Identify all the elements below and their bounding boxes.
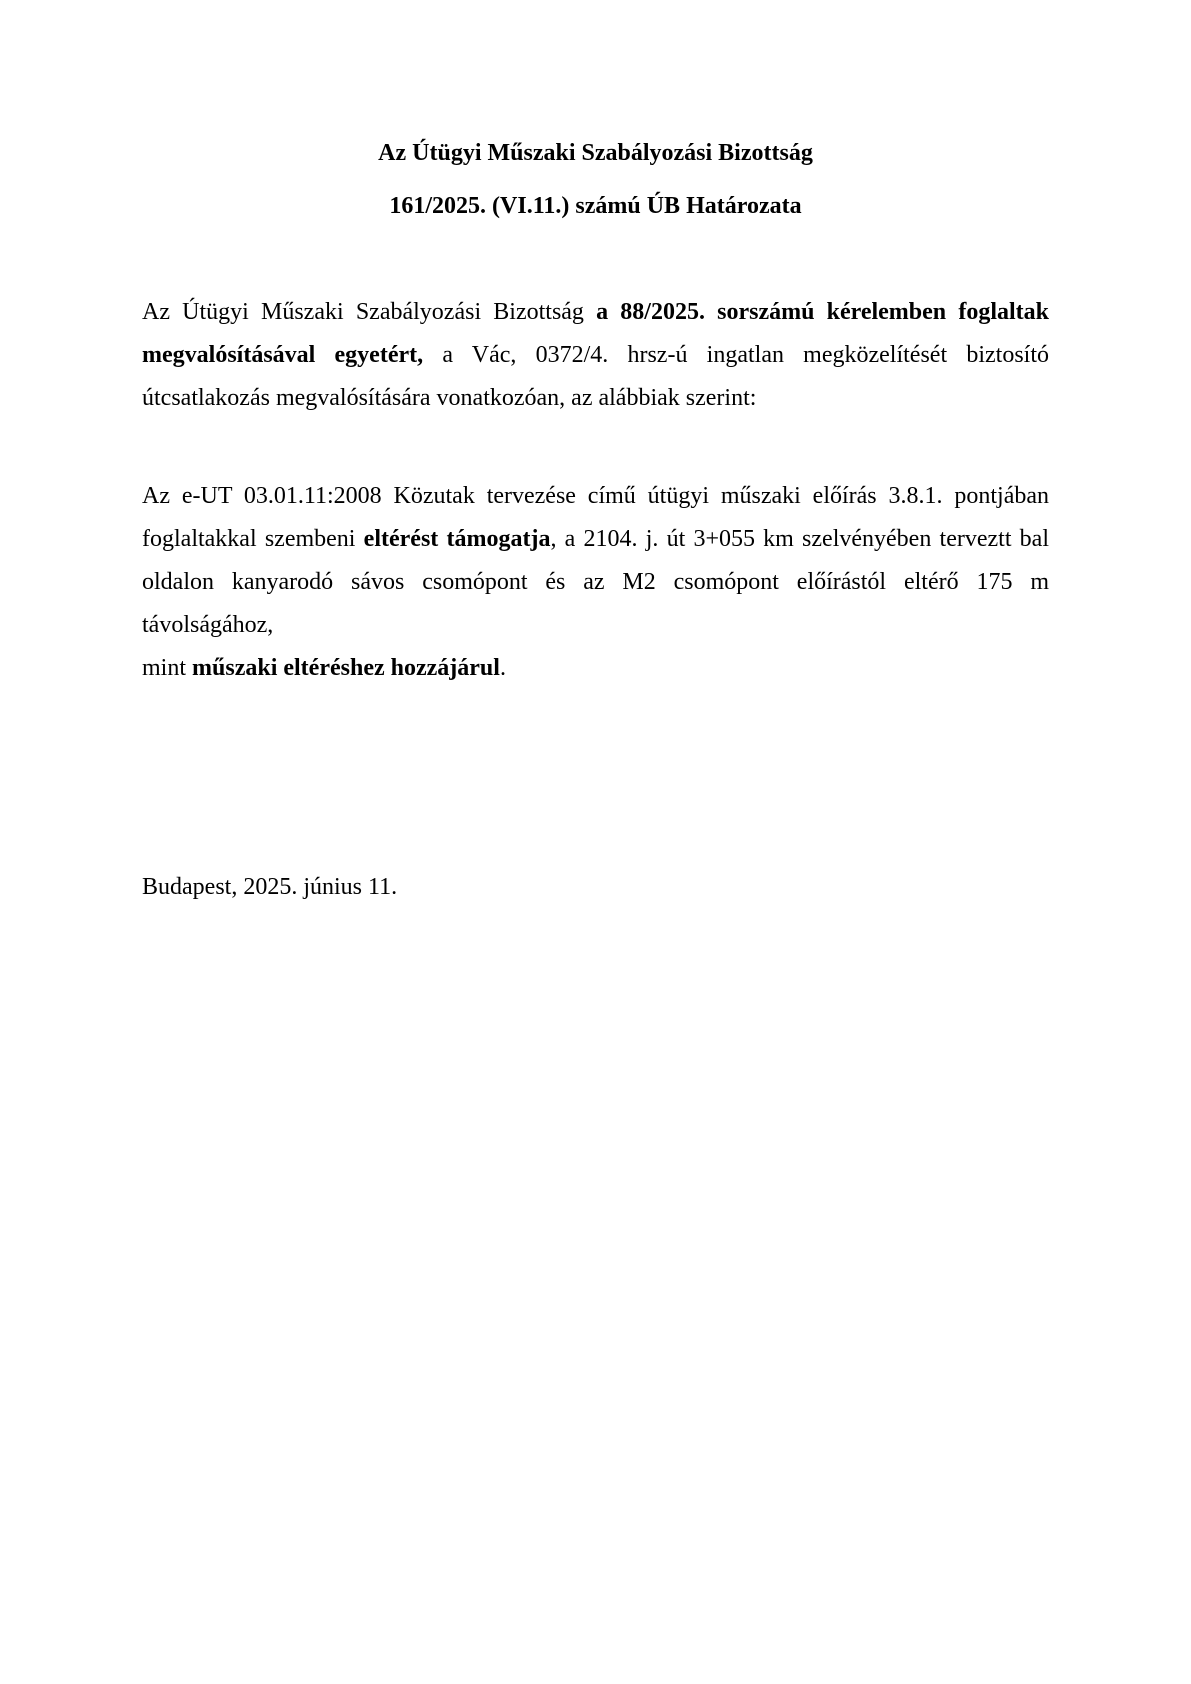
text-run: Az e-UT 03.01.11:2008 Közutak tervezése című útügyi műszaki előírás 3.8.1. pontjában [142,483,1049,509]
text-run: oldalon kanyarodó sávos csomópont és az M2 csomópont előírástól eltérő 175 m távolságához, [142,569,1049,638]
text-run: útcsatlakozás megvalósítására vonatkozóan, az alábbiak szerint: [142,385,757,411]
paragraph-resolution [142,291,1049,420]
text-run: foglaltakkal szembeni [142,526,364,552]
paragraph-line [142,334,1049,377]
bold-text-run: megvalósításával egyetért, [142,342,424,368]
paragraph-line [142,475,1049,518]
bold-text-run: a 88/2025. sorszámú kérelemben foglaltak [596,299,1049,325]
document-title-line1: Az Útügyi Műszaki Szabályozási Bizottság [378,140,813,166]
paragraph-line [142,291,1049,334]
text-run: , a 2104. j. út 3+055 km szelvényében terveztt bal [550,526,1050,552]
text-run: a Vác, 0372/4. hrsz-ú ingatlan megközelítését biztosító [423,342,1049,368]
paragraph-line [142,518,1049,561]
paragraph-line [142,561,1049,647]
bold-text-run: műszaki eltéréshez hozzájárul [192,655,500,681]
text-run: Az Útügyi Műszaki Szabályozási Bizottság [142,299,597,325]
paragraph-technical-deviation [142,475,1049,690]
dateline: Budapest, 2025. június 11. [142,874,398,900]
paragraph-line [142,377,1049,420]
paragraph-line [142,647,1049,690]
bold-text-run: eltérést támogatja [363,526,551,552]
text-run: mint [142,655,193,681]
document-content [0,132,1191,909]
text-run: . [499,655,506,681]
document-title-line2: 161/2025. (VI.11.) számú ÚB Határozata [389,193,802,219]
